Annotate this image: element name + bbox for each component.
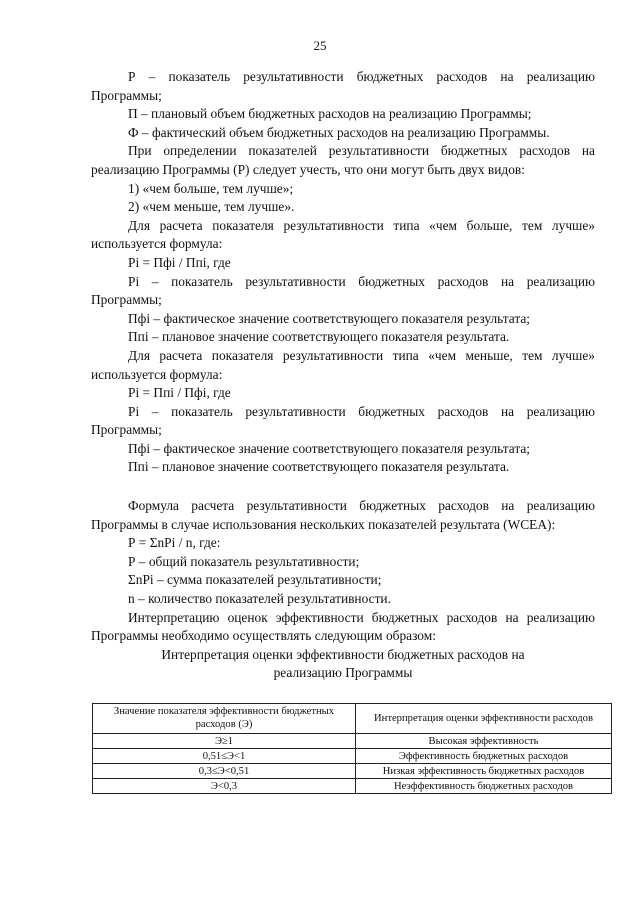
- paragraph: Рi – показатель результативности бюджетных расходов на реализацию Программы;: [91, 403, 595, 438]
- paragraph: Рi – показатель результативности бюджетных расходов на реализацию Программы;: [91, 273, 595, 308]
- paragraph: Пфi – фактическое значение соответствующего показателя результата;: [128, 310, 531, 326]
- table-cell: Неэффективность бюджетных расходов: [356, 779, 612, 794]
- table-header-row: [93, 704, 612, 734]
- table-cell: Низкая эффективность бюджетных расходов: [356, 764, 612, 779]
- table-row: [93, 749, 612, 764]
- paragraph: Пфi – фактическое значение соответствующего показателя результата;: [128, 440, 531, 456]
- paragraph: Ппi – плановое значение соответствующего показателя результата.: [128, 329, 510, 345]
- table-cell: Э<0,3: [93, 779, 356, 794]
- paragraph: Для расчета показателя результативности типа «чем больше, тем лучше» используется формула:: [91, 217, 595, 252]
- table-cell: 0,3≤Э<0,51: [93, 764, 356, 779]
- formula: Рi = Ппi / Пфi, где: [128, 385, 231, 401]
- spacer: [91, 477, 595, 497]
- table-cell: Эффективность бюджетных расходов: [356, 749, 612, 764]
- paragraph: При определении показателей результативности бюджетных расходов на реализацию Программы (Р) следует учесть, что они могут быть двух видов:: [91, 143, 595, 177]
- paragraph: Для расчета показателя результативности типа «чем меньше, тем лучше» используется формула:: [91, 347, 595, 382]
- table-header-cell: Интерпретация оценки эффективности расходов: [356, 704, 612, 734]
- formula: Р = ΣnPi / n, где:: [128, 535, 221, 551]
- paragraph: Ппi – плановое значение соответствующего показателя результата.: [128, 459, 510, 475]
- paragraph: П – плановый объем бюджетных расходов на реализацию Программы;: [128, 106, 532, 122]
- list-item: 1) «чем больше, тем лучше»;: [128, 180, 294, 196]
- paragraph: ΣnPi – сумма показателей результативности;: [128, 572, 382, 588]
- paragraph: Р – общий показатель результативности;: [128, 553, 360, 569]
- table-row: [93, 779, 612, 794]
- document-body: [91, 68, 595, 683]
- paragraph: Формула расчета результативности бюджетных расходов на реализацию Программы в случае использования нескольких показателей результата (WCEA):: [91, 498, 595, 532]
- paragraph: n – количество показателей результативности.: [128, 591, 391, 607]
- table-row: [93, 734, 612, 749]
- table-cell: 0,51≤Э<1: [93, 749, 356, 764]
- table-header-cell: Значение показателя эффективности бюджетных расходов (Э): [93, 704, 356, 734]
- paragraph: Ф – фактический объем бюджетных расходов на реализацию Программы.: [128, 124, 550, 140]
- efficiency-table: [92, 703, 612, 794]
- table-row: [93, 764, 612, 779]
- formula: Рi = Пфi / Ппi, где: [128, 254, 231, 270]
- table-cell: Э≥1: [93, 734, 356, 749]
- page-number: 25: [313, 38, 327, 53]
- table-title: Интерпретация оценки эффективности бюджетных расходов на реализацию Программы: [161, 646, 525, 681]
- paragraph: Интерпретацию оценок эффективности бюджетных расходов на реализацию Программы необходимо осуществлять следующим образом:: [91, 609, 595, 644]
- paragraph: Р – показатель результативности бюджетных расходов на реализацию Программы;: [91, 69, 595, 103]
- list-item: 2) «чем меньше, тем лучше».: [128, 199, 295, 215]
- table-cell: Высокая эффективность: [356, 734, 612, 749]
